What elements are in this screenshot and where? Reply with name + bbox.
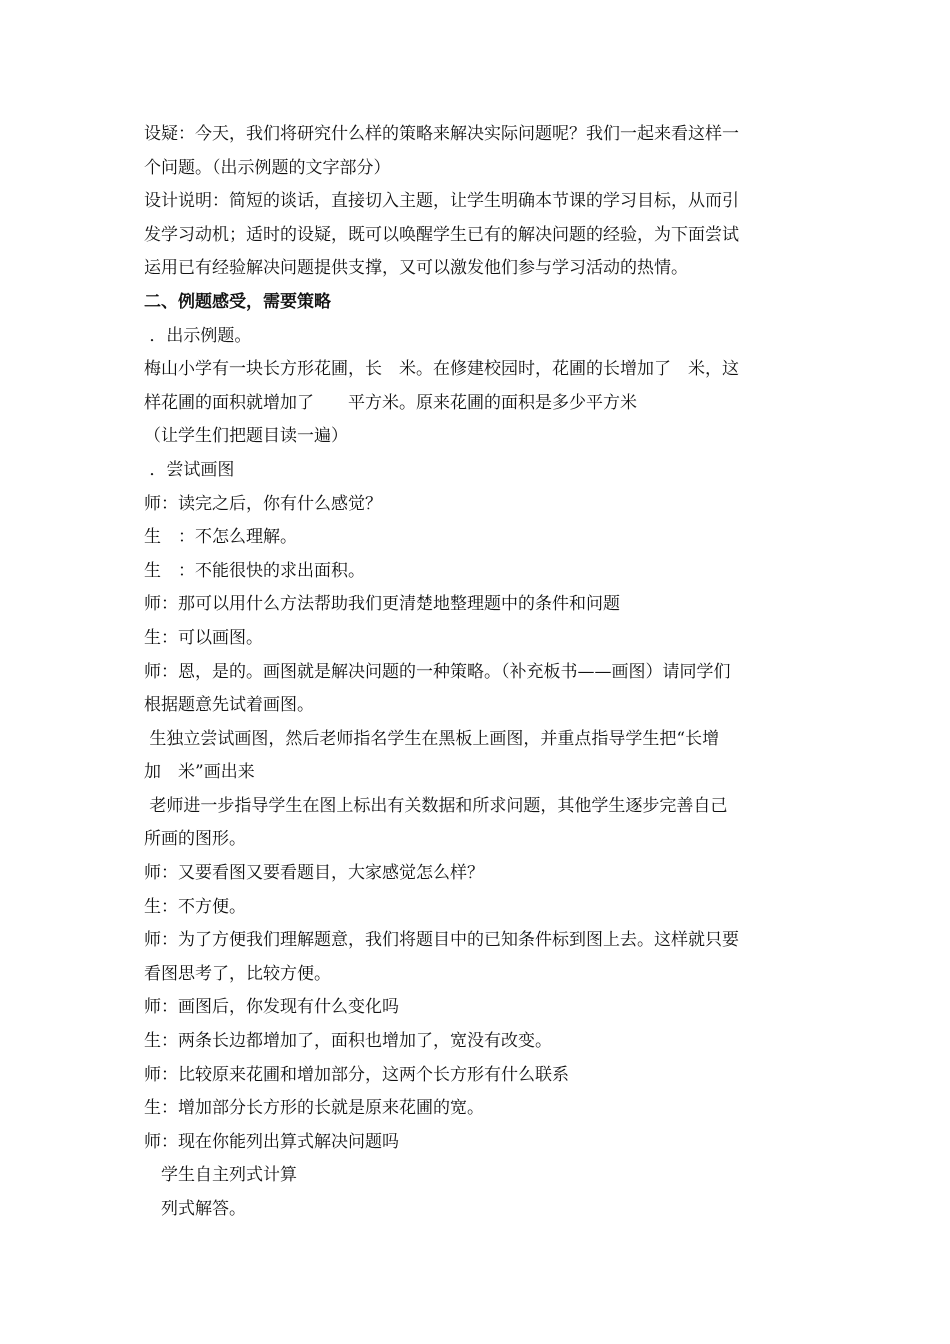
section-heading: 二、例题感受，需要策略 [144,291,331,312]
paragraph-line: 师：恩，是的。画图就是解决问题的一种策略。（补充板书——画图）请同学们 [144,661,731,682]
document-page [144,118,810,1227]
paragraph-line: 生：增加部分长方形的长就是原来花圃的宽。 [144,1098,484,1119]
paragraph-line: 师：读完之后，你有什么感觉？ [144,493,382,514]
paragraph-line: 师：为了方便我们理解题意，我们将题目中的已知条件标到图上去。这样就只要 [144,930,739,951]
paragraph-line: 师：那可以用什么方法帮助我们更清楚地整理题中的条件和问题 [144,594,620,615]
paragraph-line: 个问题。（出示例题的文字部分） [144,157,391,178]
paragraph-line: 师：比较原来花圃和增加部分，这两个长方形有什么联系 [144,1064,569,1085]
paragraph-line: 师：现在你能列出算式解决问题吗 [144,1131,399,1152]
paragraph-line: 梅山小学有一块长方形花圃，长 米。在修建校园时，花圃的长增加了 米，这 [144,359,739,380]
paragraph-line: 师：又要看图又要看题目，大家感觉怎么样？ [144,863,484,884]
paragraph-line: 加 米”画出来 [144,762,255,783]
paragraph-line: 生 ：不能很快的求出面积。 [144,560,365,581]
paragraph-line: 所画的图形。 [144,829,246,850]
paragraph-line: 根据题意先试着画图。 [144,695,314,716]
paragraph-line: 生：不方便。 [144,896,246,917]
paragraph-line: 列式解答。 [144,1199,246,1219]
paragraph-line: 发学习动机；适时的设疑，既可以唤醒学生已有的解决问题的经验，为下面尝试 [144,224,739,245]
paragraph-line: 老师进一步指导学生在图上标出有关数据和所求问题，其他学生逐步完善自己 [144,795,728,816]
paragraph-line: （让学生们把题目读一遍） [144,426,348,447]
paragraph-line: 师：画图后，你发现有什么变化吗 [144,997,399,1018]
paragraph-line: 运用已有经验解决问题提供支撑，又可以激发他们参与学习活动的热情。 [144,258,688,279]
paragraph-line: 设疑：今天，我们将研究什么样的策略来解决实际问题呢？我们一起来看这样一 [144,124,739,144]
paragraph-line: 看图思考了，比较方便。 [144,963,331,984]
paragraph-line: 生：可以画图。 [144,627,263,648]
paragraph-line: ．出示例题。 [144,325,252,346]
paragraph-line: 设计说明：简短的谈话，直接切入主题，让学生明确本节课的学习目标，从而引 [144,191,739,212]
paragraph-line: 学生自主列式计算 [144,1165,297,1186]
paragraph-line: 生：两条长边都增加了，面积也增加了，宽没有改变。 [144,1031,552,1052]
paragraph-line: 生 ：不怎么理解。 [144,527,297,548]
paragraph-line: 样花圃的面积就增加了 平方米。原来花圃的面积是多少平方米 [144,392,637,413]
paragraph-line: ．尝试画图 [144,459,235,480]
paragraph-line: 生独立尝试画图，然后老师指名学生在黑板上画图，并重点指导学生把“长增 [144,728,720,749]
